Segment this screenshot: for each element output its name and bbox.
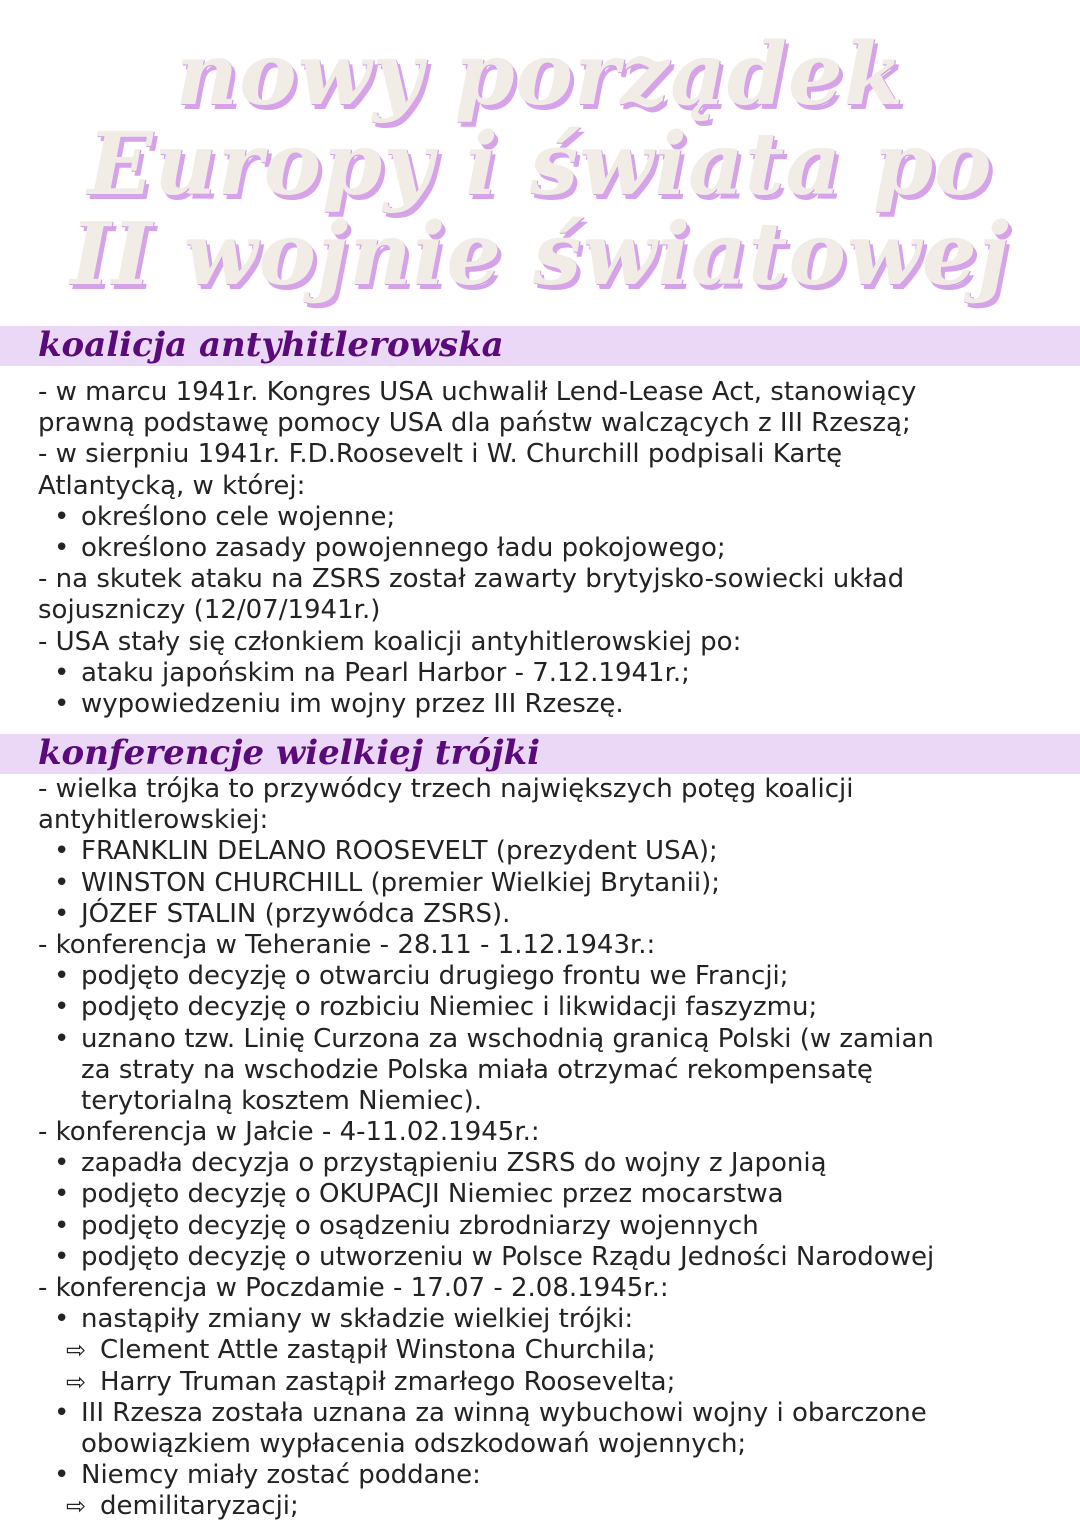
dash-item	[38, 1117, 1058, 1148]
line-text: - konferencja w Teheranie - 28.11 - 1.12.1943r.:	[38, 929, 656, 960]
line-text: III Rzesza została uznana za winną wybuchowi wojny i obarczone	[81, 1397, 927, 1428]
bullet-item	[38, 533, 1058, 564]
line-text: zapadła decyzja o przystąpieniu ZSRS do wojny z Japonią	[81, 1148, 827, 1179]
bullet-item	[38, 1211, 1058, 1242]
section-heading-konferencje: konferencje wielkiej trójki	[38, 733, 540, 773]
line-text: Harry Truman zastąpił zmarłego Roosevelta;	[100, 1366, 676, 1397]
bullet-item	[38, 1242, 1058, 1273]
line-text: - w marcu 1941r. Kongres USA uchwalił Lend-Lease Act, stanowiący	[38, 377, 917, 407]
dash-item	[38, 774, 1058, 805]
bullet-continuation	[38, 1086, 1058, 1117]
line-text: określono zasady powojennego ładu pokojowego;	[81, 532, 726, 563]
bullet-icon: •	[54, 836, 70, 867]
dash-item	[38, 439, 1058, 470]
title-line: nowy porządek	[175, 24, 905, 125]
arrow-item	[38, 1367, 1058, 1398]
bullet-item	[38, 961, 1058, 992]
bullet-item	[38, 1148, 1058, 1179]
text-continuation	[38, 805, 1058, 836]
bullet-item	[38, 868, 1058, 899]
bullet-continuation	[38, 1429, 1058, 1460]
line-text: antyhitlerowskiej:	[38, 805, 269, 836]
line-text: prawną podstawę pomocy USA dla państw walczących z III Rzeszą;	[38, 408, 911, 439]
title-line: Europy i świata po	[87, 114, 993, 215]
line-text: nastąpiły zmiany w składzie wielkiej trójki:	[81, 1304, 634, 1335]
bullet-icon: •	[54, 898, 70, 929]
dash-item	[38, 377, 1058, 408]
bullet-icon: •	[54, 1241, 70, 1272]
bullet-icon: •	[54, 867, 70, 898]
arrow-right-icon: ⇨	[66, 1336, 87, 1365]
line-text: uznano tzw. Linię Curzona za wschodnią granicą Polski (w zamian	[81, 1023, 934, 1054]
bullet-item	[38, 992, 1058, 1023]
line-text: za straty na wschodzie Polska miała otrzymać rekompensatę	[81, 1054, 873, 1085]
line-text: podjęto decyzję o otwarciu drugiego frontu we Francji;	[81, 961, 789, 992]
dash-item	[38, 564, 1058, 595]
bullet-icon: •	[54, 1210, 70, 1241]
section-body-koalicja	[38, 377, 1058, 720]
text-continuation	[38, 595, 1058, 626]
line-text: obowiązkiem wypłacenia odszkodowań wojennych;	[81, 1428, 747, 1459]
bullet-item	[38, 899, 1058, 930]
bullet-continuation	[38, 1055, 1058, 1086]
bullet-item	[38, 502, 1058, 533]
bullet-icon: •	[54, 992, 70, 1023]
line-text: - wielka trójka to przywódcy trzech największych potęg koalicji	[38, 774, 854, 804]
line-text: - w sierpniu 1941r. F.D.Roosevelt i W. Churchill podpisali Kartę	[38, 439, 843, 470]
line-text: określono cele wojenne;	[81, 501, 396, 532]
arrow-right-icon: ⇨	[66, 1492, 87, 1521]
text-continuation	[38, 408, 1058, 439]
bullet-icon: •	[54, 1460, 70, 1491]
arrow-right-icon: ⇨	[66, 1367, 87, 1396]
bullet-item	[38, 1460, 1058, 1491]
line-text: sojuszniczy (12/07/1941r.)	[38, 595, 381, 626]
line-text: podjęto decyzję o rozbiciu Niemiec i likwidacji faszyzmu;	[81, 992, 818, 1023]
line-text: terytorialną kosztem Niemiec).	[81, 1085, 483, 1116]
line-text: - na skutek ataku na ZSRS został zawarty brytyjsko-sowiecki układ	[38, 564, 905, 595]
line-text: - konferencja w Poczdamie - 17.07 - 2.08.1945r.:	[38, 1273, 669, 1303]
bullet-item	[38, 1179, 1058, 1210]
bullet-item	[38, 836, 1058, 867]
arrow-item	[38, 1335, 1058, 1366]
bullet-icon: •	[54, 1023, 70, 1054]
line-text: FRANKLIN DELANO ROOSEVELT (prezydent USA);	[81, 836, 718, 867]
bullet-icon: •	[54, 501, 70, 532]
dash-item	[38, 627, 1058, 658]
line-text: Clement Attle zastąpił Winstona Churchila;	[100, 1335, 656, 1366]
line-text: wypowiedzeniu im wojny przez III Rzeszę.	[81, 688, 624, 719]
bullet-icon: •	[54, 657, 70, 688]
bullet-icon: •	[54, 688, 70, 719]
bullet-item	[38, 658, 1058, 689]
line-text: ataku japońskim na Pearl Harbor - 7.12.1941r.;	[81, 657, 690, 688]
line-text: WINSTON CHURCHILL (premier Wielkiej Brytanii);	[81, 867, 720, 898]
line-text: Niemcy miały zostać poddane:	[81, 1460, 481, 1491]
bullet-item	[38, 1024, 1058, 1055]
bullet-icon: •	[54, 1148, 70, 1179]
bullet-item	[38, 1304, 1058, 1335]
text-continuation	[38, 471, 1058, 502]
page-title	[0, 24, 1080, 305]
line-text: podjęto decyzję o OKUPACJI Niemiec przez mocarstwa	[81, 1179, 784, 1210]
section-body-konferencje	[38, 774, 1058, 1523]
bullet-icon: •	[54, 961, 70, 992]
bullet-item	[38, 689, 1058, 720]
bullet-item	[38, 1398, 1058, 1429]
line-text: - konferencja w Jałcie - 4-11.02.1945r.:	[38, 1117, 540, 1148]
line-text: JÓZEF STALIN (przywódca ZSRS).	[81, 898, 511, 929]
line-text: - USA stały się członkiem koalicji antyhitlerowskiej po:	[38, 626, 742, 657]
title-line: II wojnie światowej	[70, 204, 1010, 305]
bullet-icon: •	[54, 532, 70, 563]
dash-item	[38, 930, 1058, 961]
line-text: podjęto decyzję o utworzeniu w Polsce Rządu Jedności Narodowej	[81, 1241, 935, 1272]
bullet-icon: •	[54, 1304, 70, 1335]
dash-item	[38, 1273, 1058, 1304]
arrow-item	[38, 1491, 1058, 1522]
line-text: demilitaryzacji;	[100, 1491, 299, 1522]
bullet-icon: •	[54, 1397, 70, 1428]
line-text: podjęto decyzję o osądzeniu zbrodniarzy wojennych	[81, 1210, 759, 1241]
section-heading-koalicja: koalicja antyhitlerowska	[38, 325, 504, 365]
bullet-icon: •	[54, 1179, 70, 1210]
line-text: Atlantycką, w której:	[38, 470, 306, 501]
